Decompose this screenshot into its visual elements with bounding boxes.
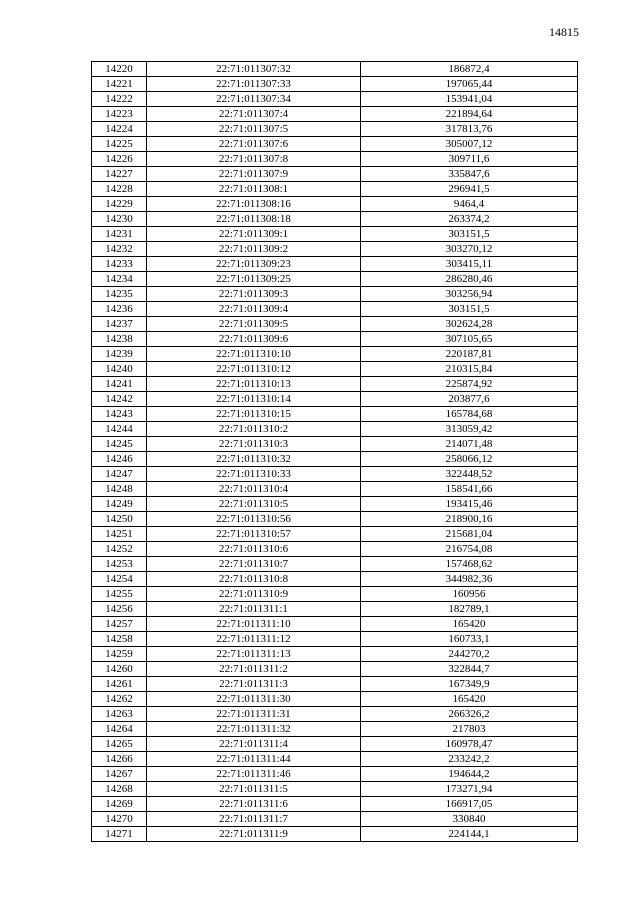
table-row: [92, 212, 578, 227]
table-row: [92, 422, 578, 437]
cadastral-number-cell: 22:71:011311:31: [147, 707, 361, 722]
row-number-cell: 14241: [92, 377, 147, 392]
value-cell: 186872,4: [361, 62, 578, 77]
value-cell: 303151,5: [361, 227, 578, 242]
table-row: [92, 617, 578, 632]
table-row: [92, 122, 578, 137]
cadastral-number-cell: 22:71:011310:4: [147, 482, 361, 497]
table-row: [92, 272, 578, 287]
row-number-cell: 14234: [92, 272, 147, 287]
table-row: [92, 332, 578, 347]
cadastral-number-cell: 22:71:011309:1: [147, 227, 361, 242]
row-number-cell: 14255: [92, 587, 147, 602]
cadastral-number-cell: 22:71:011310:8: [147, 572, 361, 587]
cadastral-number-cell: 22:71:011310:5: [147, 497, 361, 512]
cadastral-number-cell: 22:71:011310:12: [147, 362, 361, 377]
table-row: [92, 707, 578, 722]
row-number-cell: 14269: [92, 797, 147, 812]
table-row: [92, 227, 578, 242]
value-cell: 194644,2: [361, 767, 578, 782]
cadastral-number-cell: 22:71:011309:2: [147, 242, 361, 257]
value-cell: 218900,16: [361, 512, 578, 527]
cadastral-number-cell: 22:71:011310:2: [147, 422, 361, 437]
row-number-cell: 14267: [92, 767, 147, 782]
row-number-cell: 14256: [92, 602, 147, 617]
value-cell: 330840: [361, 812, 578, 827]
value-cell: 224144,1: [361, 827, 578, 842]
cadastral-number-cell: 22:71:011307:6: [147, 137, 361, 152]
table-row: [92, 302, 578, 317]
row-number-cell: 14248: [92, 482, 147, 497]
table-row: [92, 827, 578, 842]
cadastral-number-cell: 22:71:011311:3: [147, 677, 361, 692]
cadastral-number-cell: 22:71:011311:13: [147, 647, 361, 662]
cadastral-number-cell: 22:71:011310:13: [147, 377, 361, 392]
value-cell: 197065,44: [361, 77, 578, 92]
table-row: [92, 677, 578, 692]
value-cell: 303151,5: [361, 302, 578, 317]
row-number-cell: 14268: [92, 782, 147, 797]
row-number-cell: 14226: [92, 152, 147, 167]
row-number-cell: 14270: [92, 812, 147, 827]
cadastral-number-cell: 22:71:011311:10: [147, 617, 361, 632]
row-number-cell: 14223: [92, 107, 147, 122]
cadastral-number-cell: 22:71:011311:5: [147, 782, 361, 797]
table-row: [92, 317, 578, 332]
table-row: [92, 752, 578, 767]
row-number-cell: 14264: [92, 722, 147, 737]
cadastral-number-cell: 22:71:011307:5: [147, 122, 361, 137]
row-number-cell: 14247: [92, 467, 147, 482]
value-cell: 165420: [361, 617, 578, 632]
cadastral-number-cell: 22:71:011310:9: [147, 587, 361, 602]
table-row: [92, 647, 578, 662]
row-number-cell: 14249: [92, 497, 147, 512]
table-row: [92, 257, 578, 272]
value-cell: 160733,1: [361, 632, 578, 647]
row-number-cell: 14254: [92, 572, 147, 587]
table-row: [92, 632, 578, 647]
cadastral-number-cell: 22:71:011311:44: [147, 752, 361, 767]
row-number-cell: 14224: [92, 122, 147, 137]
cadastral-number-cell: 22:71:011310:10: [147, 347, 361, 362]
table-row: [92, 497, 578, 512]
value-cell: 303270,12: [361, 242, 578, 257]
cadastral-number-cell: 22:71:011309:4: [147, 302, 361, 317]
value-cell: 220187,81: [361, 347, 578, 362]
table-row: [92, 602, 578, 617]
row-number-cell: 14233: [92, 257, 147, 272]
row-number-cell: 14242: [92, 392, 147, 407]
table-row: [92, 512, 578, 527]
cadastral-number-cell: 22:71:011307:4: [147, 107, 361, 122]
cadastral-number-cell: 22:71:011311:30: [147, 692, 361, 707]
value-cell: 225874,92: [361, 377, 578, 392]
table-row: [92, 62, 578, 77]
table-row: [92, 392, 578, 407]
cadastral-number-cell: 22:71:011311:2: [147, 662, 361, 677]
row-number-cell: 14253: [92, 557, 147, 572]
table-row: [92, 782, 578, 797]
cadastral-number-cell: 22:71:011308:1: [147, 182, 361, 197]
table-row: [92, 572, 578, 587]
value-cell: 317813,76: [361, 122, 578, 137]
value-cell: 302624,28: [361, 317, 578, 332]
row-number-cell: 14245: [92, 437, 147, 452]
table-row: [92, 482, 578, 497]
row-number-cell: 14236: [92, 302, 147, 317]
table-row: [92, 452, 578, 467]
row-number-cell: 14228: [92, 182, 147, 197]
value-cell: 203877,6: [361, 392, 578, 407]
row-number-cell: 14230: [92, 212, 147, 227]
cadastral-number-cell: 22:71:011307:32: [147, 62, 361, 77]
table-row: [92, 722, 578, 737]
value-cell: 216754,08: [361, 542, 578, 557]
value-cell: 244270,2: [361, 647, 578, 662]
row-number-cell: 14246: [92, 452, 147, 467]
cadastral-number-cell: 22:71:011310:57: [147, 527, 361, 542]
value-cell: 193415,46: [361, 497, 578, 512]
value-cell: 165420: [361, 692, 578, 707]
table-row: [92, 77, 578, 92]
value-cell: 322448,52: [361, 467, 578, 482]
row-number-cell: 14235: [92, 287, 147, 302]
table-row: [92, 137, 578, 152]
table-row: [92, 167, 578, 182]
row-number-cell: 14258: [92, 632, 147, 647]
table-row: [92, 542, 578, 557]
value-cell: 166917,05: [361, 797, 578, 812]
cadastral-number-cell: 22:71:011310:32: [147, 452, 361, 467]
value-cell: 167349,9: [361, 677, 578, 692]
table-row: [92, 407, 578, 422]
value-cell: 160956: [361, 587, 578, 602]
table-row: [92, 182, 578, 197]
row-number-cell: 14239: [92, 347, 147, 362]
cadastral-number-cell: 22:71:011310:7: [147, 557, 361, 572]
row-number-cell: 14244: [92, 422, 147, 437]
cadastral-number-cell: 22:71:011308:16: [147, 197, 361, 212]
value-cell: 303415,11: [361, 257, 578, 272]
value-cell: 173271,94: [361, 782, 578, 797]
value-cell: 309711,6: [361, 152, 578, 167]
row-number-cell: 14260: [92, 662, 147, 677]
value-cell: 153941,04: [361, 92, 578, 107]
table-row: [92, 812, 578, 827]
table-row: [92, 107, 578, 122]
table-row: [92, 527, 578, 542]
row-number-cell: 14231: [92, 227, 147, 242]
row-number-cell: 14251: [92, 527, 147, 542]
row-number-cell: 14220: [92, 62, 147, 77]
value-cell: 214071,48: [361, 437, 578, 452]
table-row: [92, 767, 578, 782]
table-row: [92, 92, 578, 107]
value-cell: 305007,12: [361, 137, 578, 152]
table-row: [92, 737, 578, 752]
value-cell: 286280,46: [361, 272, 578, 287]
value-cell: 266326,2: [361, 707, 578, 722]
cadastral-number-cell: 22:71:011311:6: [147, 797, 361, 812]
cadastral-number-cell: 22:71:011311:1: [147, 602, 361, 617]
cadastral-number-cell: 22:71:011307:34: [147, 92, 361, 107]
value-cell: 233242,2: [361, 752, 578, 767]
row-number-cell: 14266: [92, 752, 147, 767]
table-row: [92, 152, 578, 167]
cadastral-number-cell: 22:71:011309:6: [147, 332, 361, 347]
table-row: [92, 362, 578, 377]
table-row: [92, 287, 578, 302]
value-cell: 263374,2: [361, 212, 578, 227]
value-cell: 296941,5: [361, 182, 578, 197]
cadastral-number-cell: 22:71:011311:46: [147, 767, 361, 782]
table-row: [92, 557, 578, 572]
row-number-cell: 14271: [92, 827, 147, 842]
row-number-cell: 14232: [92, 242, 147, 257]
row-number-cell: 14261: [92, 677, 147, 692]
row-number-cell: 14225: [92, 137, 147, 152]
cadastral-number-cell: 22:71:011311:7: [147, 812, 361, 827]
table-row: [92, 662, 578, 677]
row-number-cell: 14222: [92, 92, 147, 107]
table-row: [92, 587, 578, 602]
value-cell: 313059,42: [361, 422, 578, 437]
value-cell: 303256,94: [361, 287, 578, 302]
cadastral-number-cell: 22:71:011311:9: [147, 827, 361, 842]
table-row: [92, 467, 578, 482]
value-cell: 215681,04: [361, 527, 578, 542]
value-cell: 165784,68: [361, 407, 578, 422]
table-row: [92, 377, 578, 392]
cadastral-number-cell: 22:71:011310:6: [147, 542, 361, 557]
table-row: [92, 347, 578, 362]
value-cell: 158541,66: [361, 482, 578, 497]
row-number-cell: 14229: [92, 197, 147, 212]
value-cell: 210315,84: [361, 362, 578, 377]
row-number-cell: 14257: [92, 617, 147, 632]
cadastral-number-cell: 22:71:011307:33: [147, 77, 361, 92]
value-cell: 160978,47: [361, 737, 578, 752]
cadastral-number-cell: 22:71:011307:8: [147, 152, 361, 167]
table-row: [92, 437, 578, 452]
value-cell: 307105,65: [361, 332, 578, 347]
row-number-cell: 14221: [92, 77, 147, 92]
value-cell: 9464,4: [361, 197, 578, 212]
table-row: [92, 692, 578, 707]
cadastral-number-cell: 22:71:011311:32: [147, 722, 361, 737]
table-body: [92, 62, 578, 842]
cadastral-number-cell: 22:71:011310:14: [147, 392, 361, 407]
row-number-cell: 14265: [92, 737, 147, 752]
page-number: 14815: [549, 25, 579, 39]
row-number-cell: 14263: [92, 707, 147, 722]
row-number-cell: 14259: [92, 647, 147, 662]
row-number-cell: 14243: [92, 407, 147, 422]
cadastral-number-cell: 22:71:011307:9: [147, 167, 361, 182]
value-cell: 258066,12: [361, 452, 578, 467]
row-number-cell: 14227: [92, 167, 147, 182]
cadastral-number-cell: 22:71:011311:4: [147, 737, 361, 752]
cadastral-number-cell: 22:71:011310:33: [147, 467, 361, 482]
cadastral-number-cell: 22:71:011309:23: [147, 257, 361, 272]
cadastral-number-cell: 22:71:011309:25: [147, 272, 361, 287]
cadastral-number-cell: 22:71:011309:3: [147, 287, 361, 302]
row-number-cell: 14252: [92, 542, 147, 557]
cadastral-number-cell: 22:71:011309:5: [147, 317, 361, 332]
cadastral-value-table: [91, 61, 578, 842]
value-cell: 217803: [361, 722, 578, 737]
row-number-cell: 14237: [92, 317, 147, 332]
cadastral-number-cell: 22:71:011308:18: [147, 212, 361, 227]
value-cell: 221894,64: [361, 107, 578, 122]
value-cell: 322844,7: [361, 662, 578, 677]
table-row: [92, 797, 578, 812]
value-cell: 182789,1: [361, 602, 578, 617]
row-number-cell: 14262: [92, 692, 147, 707]
value-cell: 344982,36: [361, 572, 578, 587]
value-cell: 335847,6: [361, 167, 578, 182]
row-number-cell: 14250: [92, 512, 147, 527]
value-cell: 157468,62: [361, 557, 578, 572]
cadastral-number-cell: 22:71:011311:12: [147, 632, 361, 647]
cadastral-number-cell: 22:71:011310:15: [147, 407, 361, 422]
cadastral-number-cell: 22:71:011310:56: [147, 512, 361, 527]
row-number-cell: 14238: [92, 332, 147, 347]
row-number-cell: 14240: [92, 362, 147, 377]
cadastral-number-cell: 22:71:011310:3: [147, 437, 361, 452]
table-row: [92, 197, 578, 212]
table-row: [92, 242, 578, 257]
